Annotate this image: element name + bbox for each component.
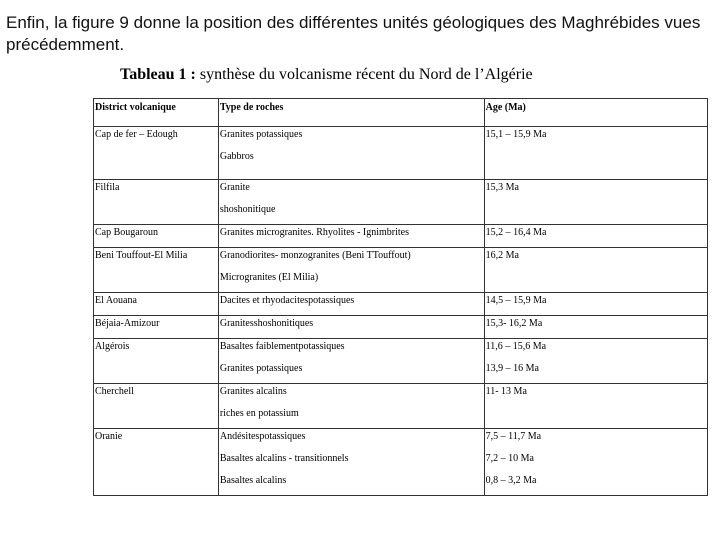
age-cell: 15,3 Ma bbox=[484, 180, 707, 225]
rock-type-cell: Granites alcalins riches en potassium bbox=[218, 384, 484, 429]
table-row bbox=[94, 293, 708, 316]
district-cell: El Aouana bbox=[94, 293, 219, 316]
district-cell: Oranie bbox=[94, 429, 219, 496]
table-row bbox=[94, 339, 708, 384]
table-row bbox=[94, 180, 708, 225]
district-cell: Béjaia-Amizour bbox=[94, 316, 219, 339]
age-cell: 15,1 – 15,9 Ma bbox=[484, 127, 707, 180]
rock-type-cell: Granitesshoshonitiques bbox=[218, 316, 484, 339]
age-cell: 7,5 – 11,7 Ma 7,2 – 10 Ma 0,8 – 3,2 Ma bbox=[484, 429, 707, 496]
rock-type-cell: Dacites et rhyodacitespotassiques bbox=[218, 293, 484, 316]
district-cell: Cap de fer – Edough bbox=[94, 127, 219, 180]
age-cell: 11,6 – 15,6 Ma 13,9 – 16 Ma bbox=[484, 339, 707, 384]
rock-type-cell: Granodiorites- monzogranites (Beni TTouffout) Microgranites (El Milia) bbox=[218, 248, 484, 293]
volcanism-table bbox=[93, 98, 708, 496]
table-header-row bbox=[94, 99, 708, 127]
rock-type-cell: Basaltes faiblementpotassiques Granites potassiques bbox=[218, 339, 484, 384]
district-cell: Filfila bbox=[94, 180, 219, 225]
table-row bbox=[94, 225, 708, 248]
rock-type-cell: Andésitespotassiques Basaltes alcalins - transitionnels Basaltes alcalins bbox=[218, 429, 484, 496]
age-cell: 15,3- 16,2 Ma bbox=[484, 316, 707, 339]
rock-type-cell: Granite shoshonitique bbox=[218, 180, 484, 225]
rock-type-cell: Granites microgranites. Rhyolites - Ignimbrites bbox=[218, 225, 484, 248]
district-cell: Beni Touffout-El Milia bbox=[94, 248, 219, 293]
age-cell: 14,5 – 15,9 Ma bbox=[484, 293, 707, 316]
header-age: Age (Ma) bbox=[484, 99, 707, 127]
table-row bbox=[94, 248, 708, 293]
table-row bbox=[94, 127, 708, 180]
table-row bbox=[94, 429, 708, 496]
table-row bbox=[94, 316, 708, 339]
age-cell: 15,2 – 16,4 Ma bbox=[484, 225, 707, 248]
district-cell: Algérois bbox=[94, 339, 219, 384]
table-row bbox=[94, 384, 708, 429]
caption-label: Tableau 1 : bbox=[120, 66, 196, 83]
table-caption bbox=[120, 66, 533, 84]
age-cell: 16,2 Ma bbox=[484, 248, 707, 293]
header-district: District volcanique bbox=[94, 99, 219, 127]
rock-type-cell: Granites potassiques Gabbros bbox=[218, 127, 484, 180]
intro-paragraph: Enfin, la figure 9 donne la position des différentes unités géologiques des Maghrébides vues précédemment. bbox=[6, 13, 701, 54]
age-cell: 11- 13 Ma bbox=[484, 384, 707, 429]
district-cell: Cap Bougaroun bbox=[94, 225, 219, 248]
district-cell: Cherchell bbox=[94, 384, 219, 429]
header-rock-type: Type de roches bbox=[218, 99, 484, 127]
caption-text: synthèse du volcanisme récent du Nord de l’Algérie bbox=[199, 66, 533, 83]
